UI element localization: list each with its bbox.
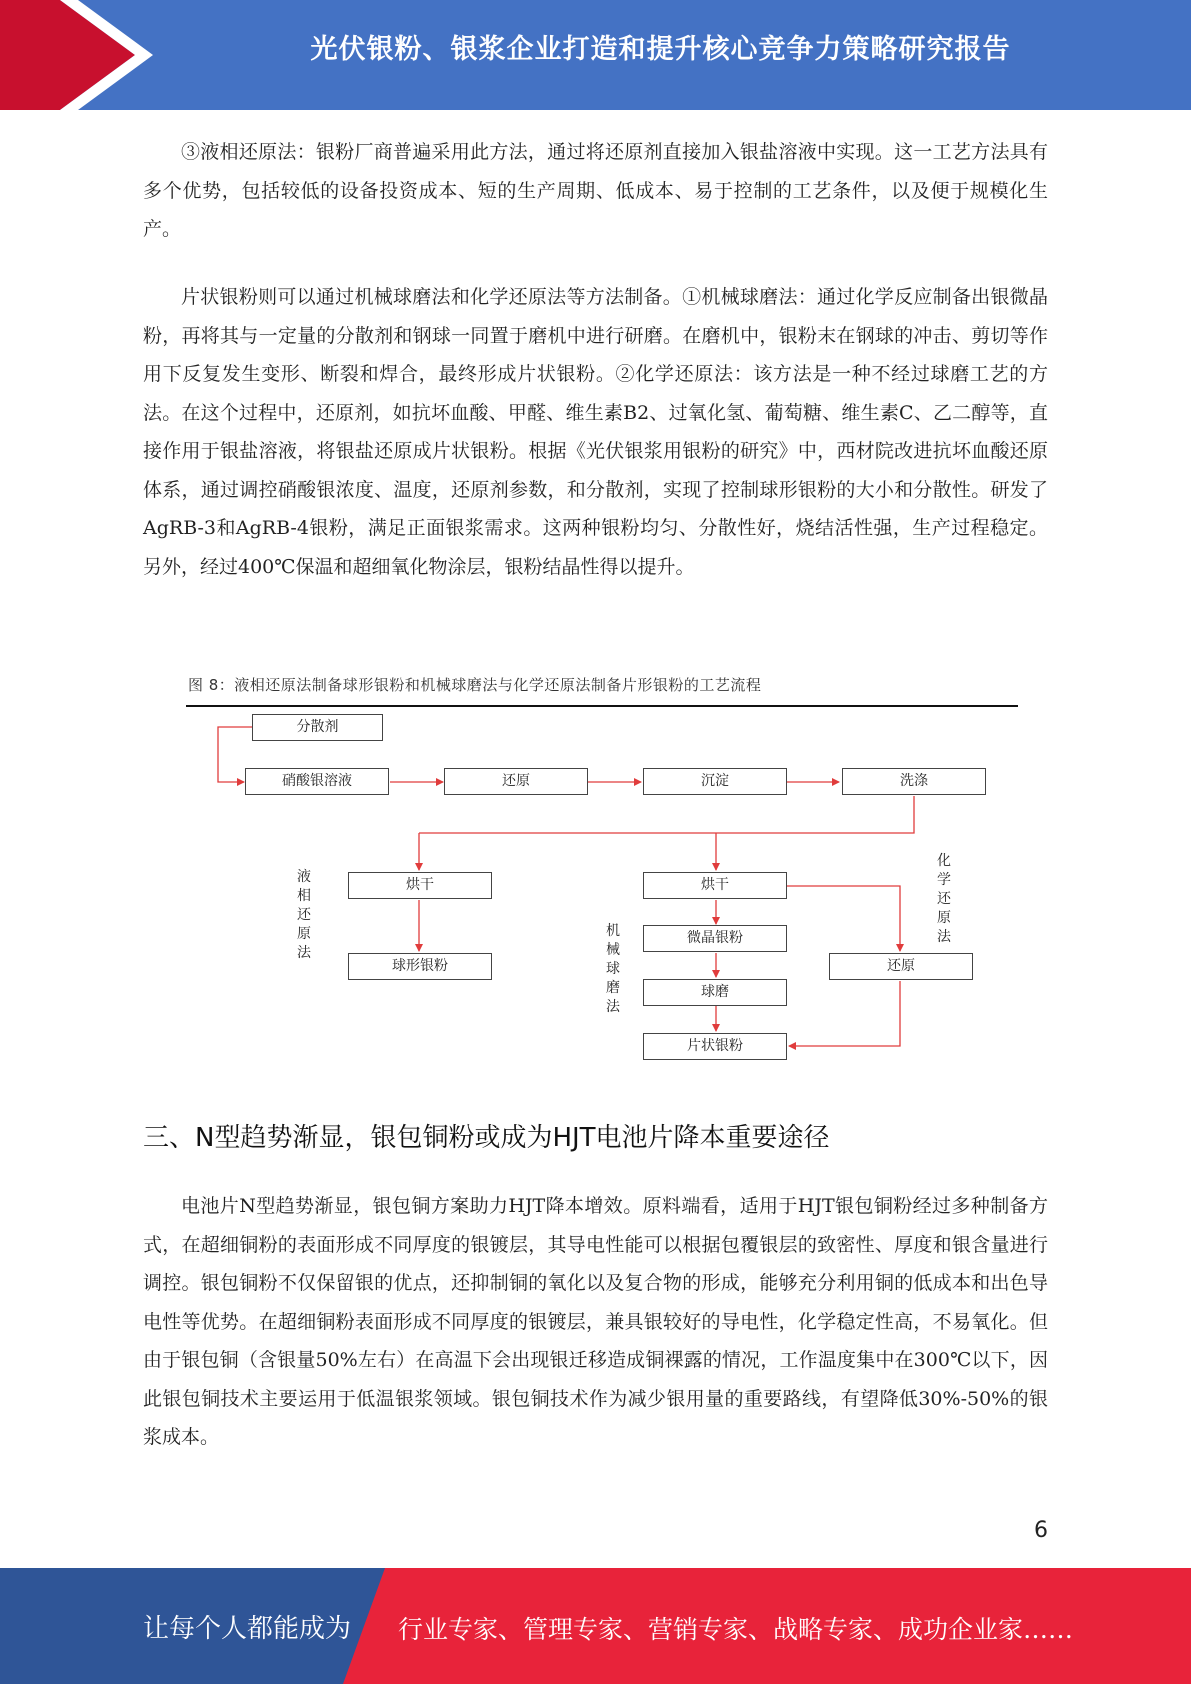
- paragraph-flake-silver: 片状银粉则可以通过机械球磨法和化学还原法等方法制备。①机械球磨法：通过化学反应制备出银微晶粉，再将其与一定量的分散剂和钢球一同置于磨机中进行研磨。在磨机中，银粉末在钢球的冲击、剪切等作用下反复发生变形、断裂和焊合，最终形成片状银粉。②化学还原法：该方法是一种不经过球磨工艺的方法。在这个过程中，还原剂，如抗坏血酸、甲醛、维生素B2、过氧化氢、葡萄糖、维生素C、乙二醇等，直接作用于银盐溶液，将银盐还原成片状银粉。根据《光伏银浆用银粉的研究》中，西材院改进抗坏血酸还原体系，通过调控硝酸银浓度、温度，还原剂参数，和分散剂，实现了控制球形银粉的大小和分散性。研发了AgRB-3和AgRB-4银粉，满足正面银浆需求。这两种银粉均匀、分散性好，烧结活性强，生产过程稳定。另外，经过400℃保温和超细氧化物涂层，银粉结晶性得以提升。: [143, 286, 1048, 578]
- box-drying-mechanical: 烘干: [643, 872, 787, 899]
- label-chemical-method: 化学还原法: [937, 853, 951, 945]
- footer-slogan-left: 让每个人都能成为: [143, 1614, 352, 1644]
- box-reduction: 还原: [444, 768, 588, 795]
- figure-caption: 图 8：液相还原法制备球形银粉和机械球磨法与化学还原法制备片形银粉的工艺流程: [188, 676, 762, 694]
- paragraph-liquid-reduction: ③液相还原法：银粉厂商普遍采用此方法，通过将还原剂直接加入银盐溶液中实现。这一工艺方法具有多个优势，包括较低的设备投资成本、短的生产周期、低成本、易于控制的工艺条件，以及便于规模化生产。: [143, 141, 1048, 240]
- report-title: 光伏银粉、银浆企业打造和提升核心竞争力策略研究报告: [310, 34, 1011, 65]
- label-mechanical-method: 机械球磨法: [606, 923, 620, 1015]
- page-number: 6: [1034, 1518, 1048, 1543]
- label-liquid-method: 液相还原法: [297, 869, 311, 961]
- box-silver-nitrate-solution: 硝酸银溶液: [245, 768, 389, 795]
- box-dispersant: 分散剂: [252, 714, 383, 741]
- box-spherical-silver: 球形银粉: [348, 953, 492, 980]
- page-footer: [0, 1568, 1191, 1684]
- arrow-dry-to-chem-reduction: [787, 886, 900, 951]
- connector-wash-split: [419, 796, 914, 833]
- box-washing: 洗涤: [842, 768, 986, 795]
- footer-slogan-right: 行业专家、管理专家、营销专家、战略专家、成功企业家……: [398, 1615, 1074, 1644]
- arrow-chem-reduction-to-flake: [789, 981, 900, 1046]
- box-chemical-reduction: 还原: [829, 953, 973, 980]
- section-heading: 三、N型趋势渐显，银包铜粉或成为HJT电池片降本重要途径: [143, 1123, 830, 1153]
- box-drying-liquid: 烘干: [348, 872, 492, 899]
- box-ball-milling: 球磨: [643, 979, 787, 1006]
- box-microcrystal-silver: 微晶银粉: [643, 925, 787, 952]
- box-flake-silver: 片状银粉: [643, 1033, 787, 1060]
- box-precipitation: 沉淀: [643, 768, 787, 795]
- paragraph-silver-coated-copper: 电池片N型趋势渐显，银包铜方案助力HJT降本增效。原料端看，适用于HJT银包铜粉经过多种制备方式，在超细铜粉的表面形成不同厚度的银镀层，其导电性能可以根据包覆银层的致密性、厚度和银含量进行调控。银包铜粉不仅保留银的优点，还抑制铜的氧化以及复合物的形成，能够充分利用铜的低成本和出色导电性等优势。在超细铜粉表面形成不同厚度的银镀层，兼具银较好的导电性，化学稳定性高，不易氧化。但由于银包铜（含银量50%左右）在高温下会出现银迁移造成铜裸露的情况，工作温度集中在300℃以下，因此银包铜技术主要运用于低温银浆领域。银包铜技术作为减少银用量的重要路线，有望降低30%-50%的银浆成本。: [143, 1195, 1048, 1448]
